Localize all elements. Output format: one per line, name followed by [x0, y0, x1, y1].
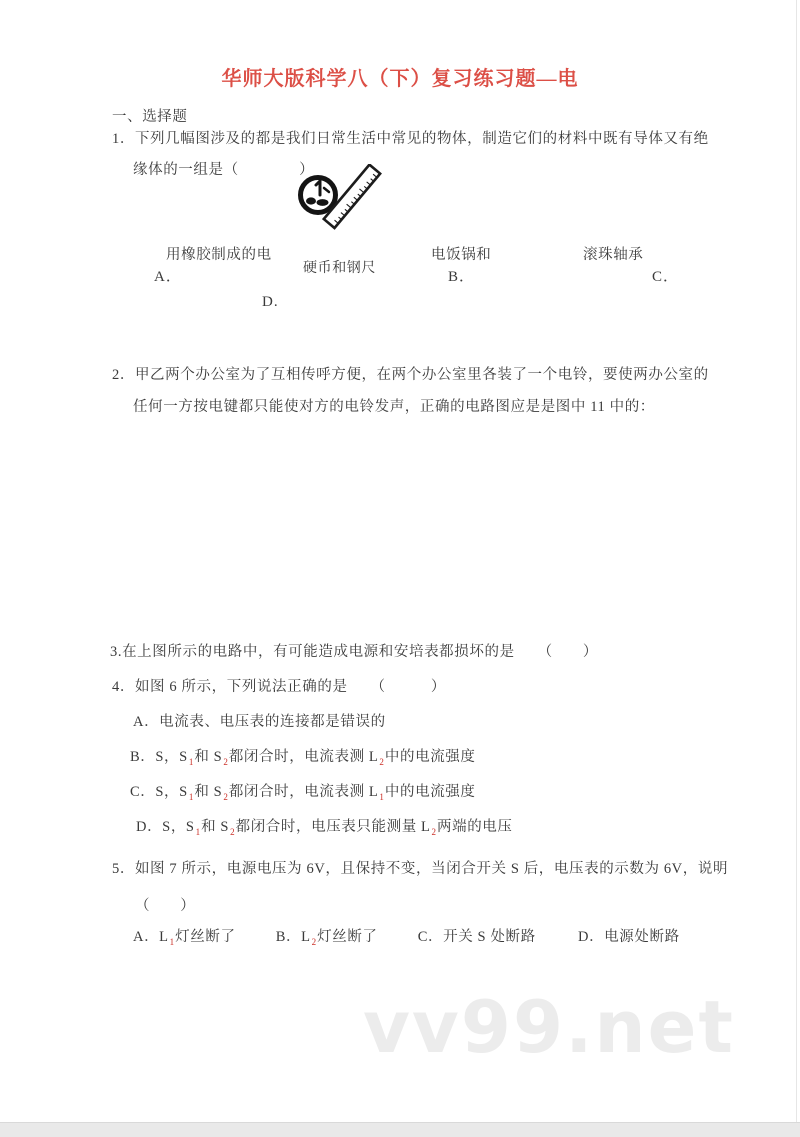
subscript: 1 — [169, 937, 175, 947]
footer-strip — [0, 1122, 800, 1137]
q1-option-b-text: 电饭锅和 — [431, 247, 492, 263]
subscript: 2 — [379, 757, 384, 767]
q2-line1: 2．甲乙两个办公室为了互相传呼方便，在两个办公室里各装了一个电铃，要使两办公室的 — [112, 367, 709, 383]
q1-line1: 1．下列几幅图涉及的都是我们日常生活中常见的物体，制造它们的材料中既有导体又有绝 — [112, 131, 709, 147]
q1-option-c-text: 滚珠轴承 — [583, 247, 644, 263]
q1-coin-ruler-caption: 硬币和钢尺 — [303, 261, 376, 276]
subscript: 2 — [311, 937, 317, 947]
q1-option-a-text: 用橡胶制成的电 — [166, 247, 272, 263]
ruler-icon — [324, 165, 380, 228]
q5-line1: 5．如图 7 所示，电源电压为 6V，且保持不变，当闭合开关 S 后，电压表的示数为 6V，说明 — [112, 861, 729, 877]
subscript — [536, 937, 538, 947]
coin-icon — [301, 178, 336, 213]
q1-line2: 缘体的一组是（ ） — [133, 162, 315, 178]
coin-and-ruler-figure — [291, 164, 393, 238]
subscript: 2 — [230, 827, 235, 837]
q5-options — [133, 929, 682, 946]
q1-option-b-label: B． — [448, 269, 476, 285]
subscript: 2 — [431, 827, 436, 837]
subscript: 1 — [188, 757, 194, 767]
q5-option-b: B．$L_2$灯丝断了 — [275, 929, 378, 947]
q1-option-a-label: A． — [154, 269, 182, 285]
watermark: vv99.net — [363, 985, 735, 1069]
subscript: 1 — [195, 827, 201, 837]
q5-option-d: D．电源处断路 — [578, 929, 680, 945]
q1-option-c-label: C． — [652, 269, 680, 285]
q4-stem: 4．如图 6 所示，下列说法正确的是 （ ） — [112, 679, 446, 695]
q4-option-d: D．S，$S_1$和 $S_2$都闭合时，电压表只能测量 $L_2$两端的电压 — [136, 819, 513, 837]
subscript — [680, 937, 682, 947]
q3-text: 3.在上图所示的电路中，有可能造成电源和安培表都损坏的是 （ ） — [110, 644, 599, 660]
q4-option-a: A．电流表、电压表的连接都是错误的 — [133, 714, 386, 730]
q2-line2: 任何一方按电键都只能使对方的电铃发声，正确的电路图应是是图中 11 中的： — [133, 399, 655, 415]
document-title: 华师大版科学八（下）复习练习题—电 — [221, 68, 579, 90]
subscript: 2 — [223, 792, 228, 802]
q4-option-c: C．S，$S_1$和 $S_2$都闭合时，电流表测 $L_1$中的电流强度 — [130, 784, 476, 802]
q5-option-c: C．开关 S 处断路 — [417, 929, 536, 945]
subscript: 1 — [379, 792, 384, 802]
q5-option-a: A．$L_1$灯丝断了 — [133, 929, 236, 947]
section-heading: 一、选择题 — [112, 109, 188, 125]
subscript: 2 — [223, 757, 228, 767]
subscript: 1 — [188, 792, 194, 802]
page-right-edge — [796, 0, 797, 1122]
q4-option-b: B．S，$S_1$和 $S_2$都闭合时，电流表测 $L_2$中的电流强度 — [130, 749, 476, 767]
q1-option-d-label: D. — [262, 294, 279, 310]
q5-line2: （ ） — [135, 898, 196, 914]
